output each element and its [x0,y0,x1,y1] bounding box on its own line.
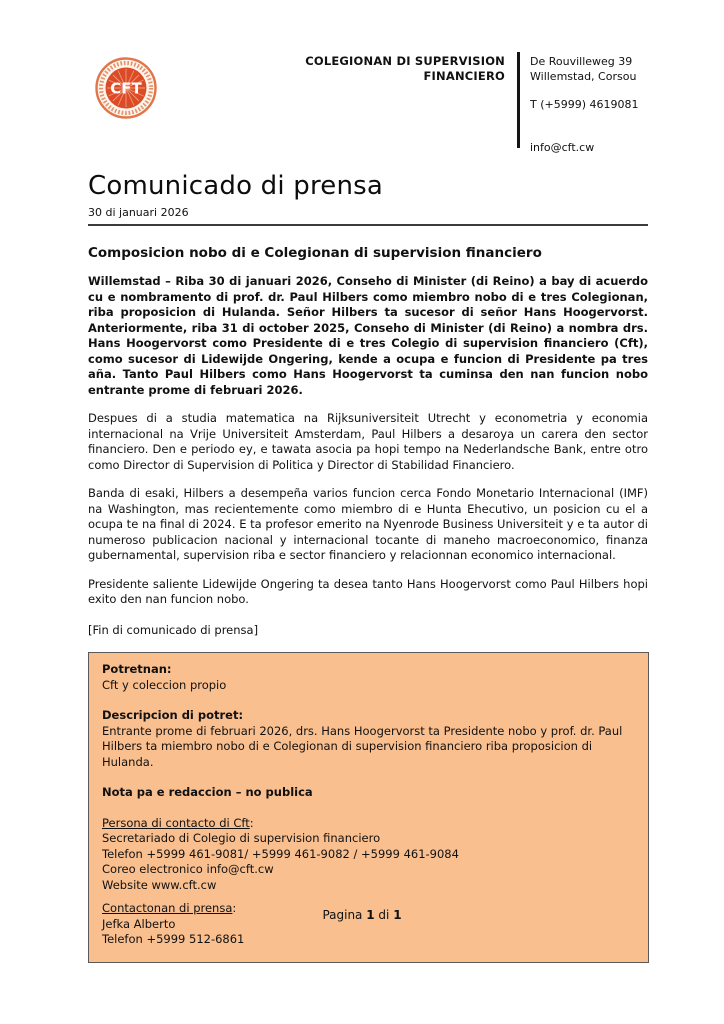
footer-label: Pagina [322,908,363,922]
spacer [102,801,635,816]
org-name-line-2: FINANCIERO [423,69,505,83]
press-contact-phone: Telefon +5999 512-6861 [102,932,245,946]
page-number-footer [0,908,724,922]
letterhead-divider [517,52,520,148]
paragraph-3: Banda di esaki, Hilbers a desempeña varios funcion cerca Fondo Monetario Internacional (IMF) na Washington, mas recientemente como miembro di e Hunta Ehecutivo, un posicion cu el a ocupa te na final di 2024. E ta profesor emerito na Nyenrode Business Universiteit y e ta autor di numeroso publicacion nacional y internacional tocante di maneho macroeconomico, finanza gubernamental, supervision riba e sector financiero y relacionnan economico internacional. [88,486,648,562]
page-title: Comunicado di prensa [88,171,384,201]
end-of-release-note: [Fin di comunicado di prensa] [88,622,259,637]
address-block [530,50,648,155]
cft-seal-icon [94,56,158,120]
document-heading: Composicion nobo di e Colegionan di supervision financiero [88,245,542,261]
paragraph-4: Presidente saliente Lidewijde Ongering ta desea tanto Hans Hoogervorst como Paul Hilbers hopi exito den nan funcion nobo. [88,576,648,606]
footer-total-pages: 1 [393,908,402,922]
address-city: Willemstad, Corsou [530,70,637,83]
photo-description-text: Entrante prome di februari 2026, drs. Hans Hoogervorst ta Presidente nobo y prof. dr. Paul Hilbers ta miembro nobo di e Colegionan di supervision financiero riba proposicion di Hulanda. [102,723,623,769]
photos-label: Potretnan: [102,662,172,676]
cft-contact-heading [102,816,635,832]
footer-separator: di [378,908,390,922]
press-contact-label: Contactonan di prensa [102,901,233,915]
spacer [102,893,635,901]
press-contact-colon: : [232,901,237,915]
photos-credit: Cft y coleccion propio [102,677,227,692]
editors-note-label: Nota pa e redaccion – no publica [102,785,313,799]
address-street: De Rouvilleweg 39 [530,55,633,68]
organization-name [305,50,505,155]
letterhead [88,50,648,155]
cft-logo [94,56,158,124]
cft-contact-label: Persona di contacto di Cft [102,815,250,830]
document-date: 30 di januari 2026 [88,206,648,226]
logo-text: CFT [110,79,142,98]
spacer [102,770,635,785]
cft-contact-secretariat: Secretariado di Colegio di supervision financiero [102,831,381,845]
cft-contact-phones: Telefon +5999 461-9081/ +5999 461-9082 / +5999 461-9084 [102,846,459,861]
cft-contact-website: Website www.cft.cw [102,877,217,892]
footer-current-page: 1 [366,908,375,922]
org-name-line-1: COLEGIONAN DI SUPERVISION [305,54,505,68]
lead-paragraph: Willemstad – Riba 30 di januari 2026, Conseho di Minister (di Reino) a bay di acuerdo cu e nombramento di prof. dr. Paul Hilbers como miembro nobo di e tres Colegionan, riba proposicion di Hulanda. Señor Hilbers ta sucesor di señor Hans Hoogervorst. Anteriormente, riba 31 di october 2025, Conseho di Minister (di Reino) a nombra drs. Hans Hoogervorst como Presidente di e tres Colegio di supervision financiero (Cft), como sucesor di Lidewijde Ongering, kende a ocupa e funcion di Presidente pa tres aña. Tanto Paul Hilbers como Hans Hoogervorst ta cuminsa den nan funcion nobo entrante prome di februari 2026. [88,274,648,397]
phone-number: T (+5999) 4619081 [530,98,639,111]
paragraph-2: Despues di a studia matematica na Rijksuniversiteit Utrecht y econometria y economia internacional na Vrije Universiteit Amsterdam, Paul Hilbers a desaroya un carera den sector financiero. Den e periodo ey, e tawata asocia pa hopi tempo na Nederlandsche Bank, entre otro como Director di Supervision di Politica y Director di Stabilidad Financiero. [88,411,648,472]
press-contact-name: Jefka Alberto [102,916,176,931]
letterhead-right [305,50,648,155]
email-address: info@cft.cw [530,141,595,154]
spacer [102,693,635,708]
cft-contact-colon: : [249,815,254,830]
photo-description-label: Descripcion di potret: [102,708,244,722]
cft-contact-email: Coreo electronico info@cft.cw [102,862,274,876]
